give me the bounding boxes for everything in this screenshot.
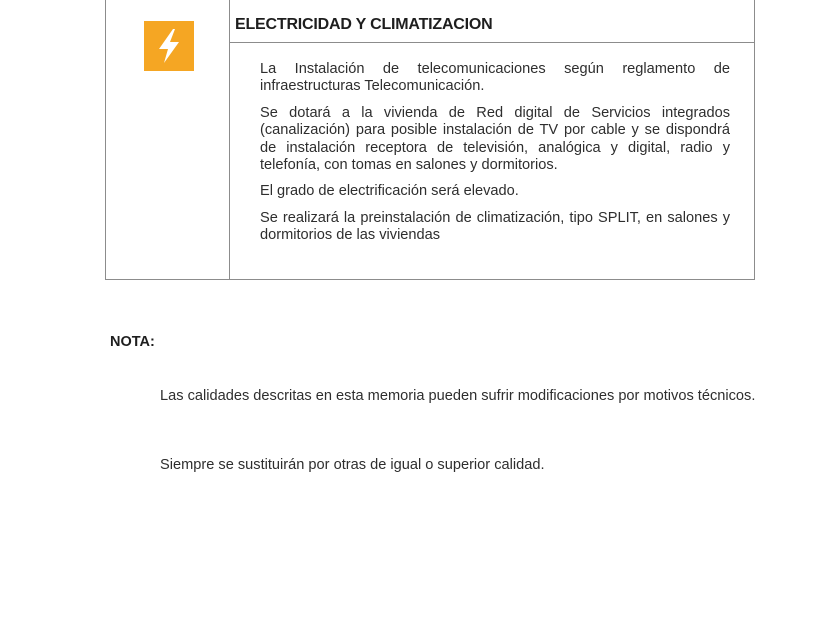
note-paragraph: Las calidades descritas en esta memoria pueden sufrir modificaciones por motivos técnicos. — [160, 388, 756, 404]
content-cell — [230, 0, 754, 279]
icon-cell — [106, 0, 230, 279]
note-paragraph: Siempre se sustituirán por otras de igual o superior calidad. — [160, 457, 545, 473]
section-paragraph: Se realizará la preinstalación de climatización, tipo SPLIT, en salones y dormitorios de las viviendas — [260, 209, 730, 244]
section-paragraph: El grado de electrificación será elevado. — [260, 183, 519, 200]
section-body — [260, 61, 730, 254]
note-label: NOTA: — [110, 334, 155, 350]
specification-table — [105, 0, 755, 280]
lightning-bolt-icon — [144, 21, 194, 71]
section-paragraph: La Instalación de telecomunicaciones según reglamento de infraestructuras Telecomunicación. — [260, 61, 730, 95]
section-title: ELECTRICIDAD Y CLIMATIZACION — [230, 0, 754, 43]
section-paragraph: Se dotará a la vivienda de Red digital de Servicios integrados (canalización) para posible instalación de TV por cable y se dispondrá de instalación receptora de televisión, analógica y digital, radio y telefonía, con tomas en salones y dormitorios. — [260, 104, 730, 174]
